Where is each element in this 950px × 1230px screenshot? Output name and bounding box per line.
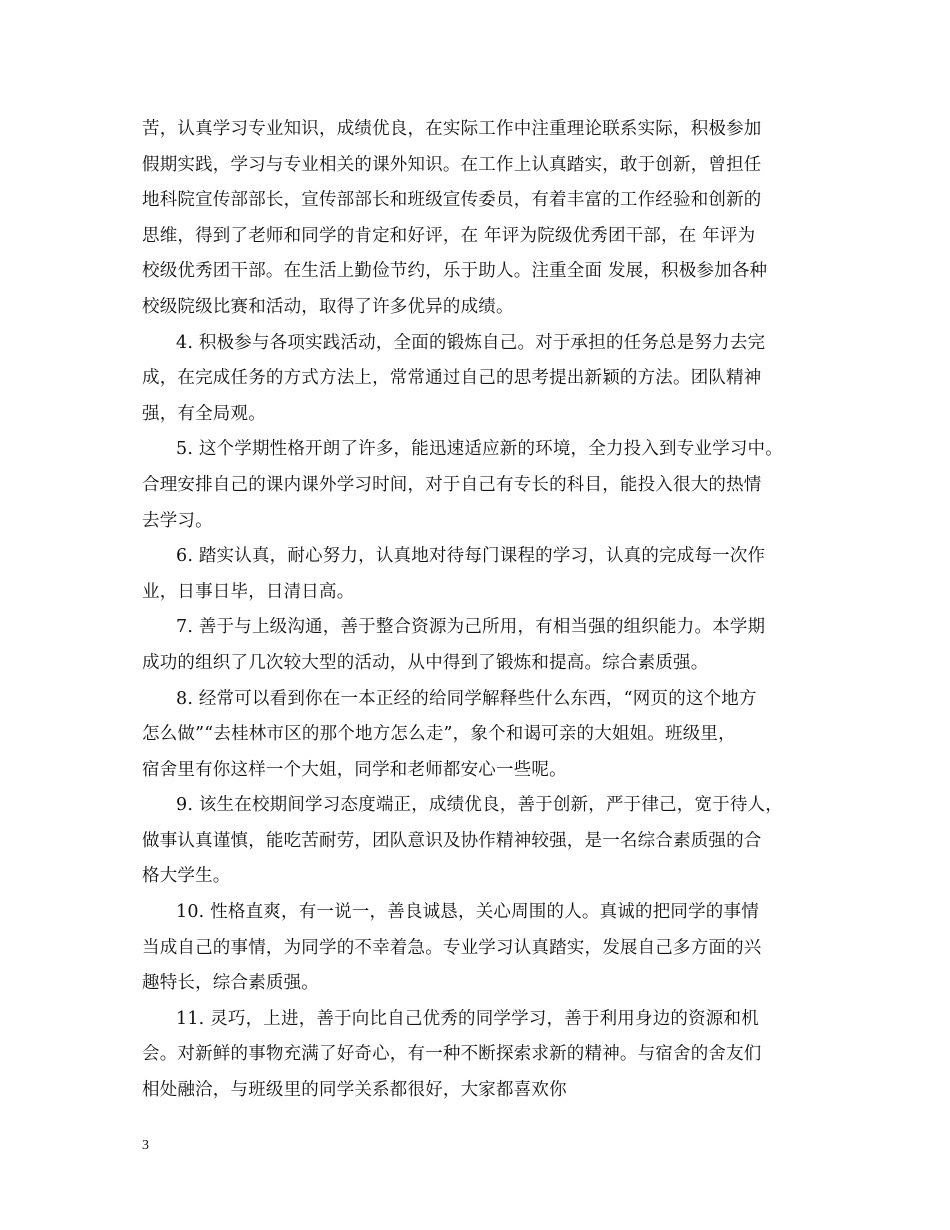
text-line: 强，有全局观。 (142, 403, 266, 424)
text-line: 苦，认真学习专业知识，成绩优良，在实际工作中注重理论联系实际，积极参加 (142, 119, 762, 139)
list-item-4-line: 4. 积极参与各项实践活动，全面的锻炼自己。对于承担的任务总是努力去完 (176, 332, 766, 353)
list-item-5-line: 5. 这个学期性格开朗了许多，能迅速适应新的环境，全力投入到专业学习中。 (176, 439, 783, 460)
list-item-6-line: 6. 踏实认真，耐心努力，认真地对待每门课程的学习，认真的完成每一次作 (176, 546, 766, 567)
text-line: 成，在完成任务的方式方法上，常常通过自己的思考提出新颖的方法。团队精神 (142, 368, 762, 389)
text-line: 做事认真谨慎，能吃苦耐劳，团队意识及协作精神较强，是一名综合素质强的合 (142, 830, 762, 851)
text-line: 格大学生。 (142, 866, 231, 887)
body-text (142, 112, 814, 1109)
text-line: 去学习。 (142, 510, 213, 531)
text-line: 假期实践，学习与专业相关的课外知识。在工作上认真踏实，敢于创新，曾担任 (142, 154, 762, 175)
text-line: 趣特长，综合素质强。 (142, 973, 319, 994)
list-item-10-line: 10. 性格直爽，有一说一，善良诚恳，关心周围的人。真诚的把同学的事情 (176, 902, 759, 923)
text-line: 宿舍里有你这样一个大姐，同学和老师都安心一些呢。 (142, 759, 567, 780)
text-line: 合理安排自己的课内课外学习时间，对于自己有专长的科目，能投入很大的热情 (142, 474, 762, 495)
text-line: 校级院级比赛和活动，取得了许多优异的成绩。 (142, 296, 514, 317)
text-line: 会。对新鲜的事物充满了好奇心，有一种不断探索求新的精神。与宿舍的舍友们 (142, 1044, 762, 1065)
text-line: 地科院宣传部部长，宣传部部长和班级宣传委员，有着丰富的工作经验和创新的 (142, 190, 762, 211)
list-item-9-line: 9. 该生在校期间学习态度端正，成绩优良，善于创新，严于律己，宽于待人， (176, 795, 783, 816)
text-line: 成功的组织了几次较大型的活动，从中得到了锻炼和提高。综合素质强。 (142, 652, 709, 673)
text-line: 相处融洽，与班级里的同学关系都很好，大家都喜欢你 (142, 1080, 567, 1101)
text-line: 思维，得到了老师和同学的肯定和好评，在 年评为院级优秀团干部，在 年评为 (142, 225, 756, 246)
list-item-7-line: 7. 善于与上级沟通，善于整合资源为己所用，有相当强的组织能力。本学期 (176, 617, 766, 638)
page-number: 3 (142, 1138, 149, 1153)
text-line: 怎么做”“去桂林市区的那个地方怎么走”，象个和谒可亲的大姐姐。班级里， (142, 724, 736, 745)
text-line: 当成自己的事情，为同学的不幸着急。专业学习认真踏实，发展自己多方面的兴 (142, 937, 762, 958)
list-item-8-line: 8. 经常可以看到你在一本正经的给同学解释些什么东西，“网页的这个地方 (176, 688, 757, 709)
text-line: 校级优秀团干部。在生活上勤俭节约，乐于助人。注重全面 发展，积极参加各种 (142, 261, 768, 282)
text-line: 业，日事日毕，日清日高。 (142, 581, 355, 602)
list-item-11-line: 11. 灵巧，上进，善于向比自己优秀的同学学习，善于利用身边的资源和机 (176, 1008, 759, 1029)
